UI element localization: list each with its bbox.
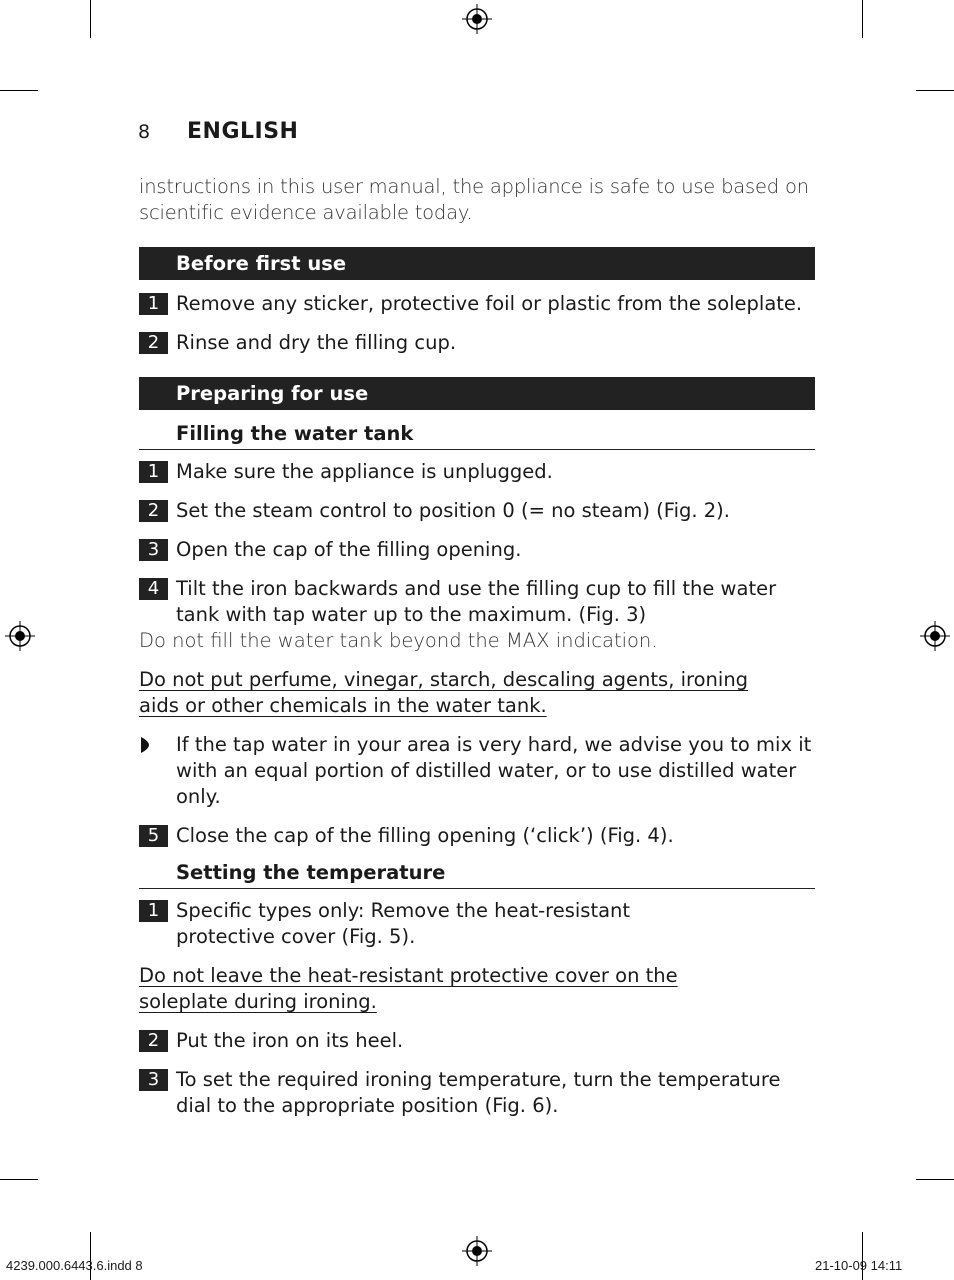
tip-text: If the tap water in your area is very hard, we advise you to mix it with an equal portion of distilled water, or to use distilled water only. [176,733,812,808]
step-text: Make sure the appliance is unplugged. [176,460,553,483]
step-number: 1 [139,293,168,315]
warning-paragraph [139,667,789,719]
registration-mark-icon [5,621,35,651]
step-text: To set the required ironing temperature, turn the temperature dial to the appropriate position (Fig. 6). [176,1068,781,1117]
step-text: Open the cap of the filling opening. [176,538,522,561]
intro-paragraph: instructions in this user manual, the appliance is safe to use based on scientific evidence available today. [139,175,809,224]
crop-mark [916,90,954,91]
manual-content [139,174,815,1119]
subheading-filling-water-tank: Filling the water tank [139,419,815,450]
subheading-setting-temperature: Setting the temperature [139,858,815,889]
step-number: 3 [139,1069,168,1091]
bullet-arrow-icon [140,737,150,753]
section-heading-preparing-for-use: Preparing for use [139,377,815,410]
crop-mark [90,0,91,38]
print-slug-file: 4239.000.6443.6.indd 8 [6,1258,143,1273]
step-item [139,576,815,628]
crop-mark [0,90,38,91]
crop-mark [0,1179,38,1180]
crop-mark [862,0,863,38]
step-number: 2 [139,1030,168,1052]
step-number: 3 [139,539,168,561]
step-text: Put the iron on its heel. [176,1029,404,1052]
crop-mark [916,1179,954,1180]
step-text: Set the steam control to position 0 (= no steam) (Fig. 2). [176,499,730,522]
step-text: Close the cap of the filling opening (‘click’) (Fig. 4). [176,824,674,847]
step-item [139,823,815,849]
step-item [139,898,716,950]
step-number: 1 [139,900,168,922]
step-number: 1 [139,461,168,483]
section-heading-before-first-use: Before first use [139,247,815,280]
step-number: 2 [139,500,168,522]
warning-text: Do not leave the heat-resistant protective cover on the soleplate during ironing. [139,964,678,1013]
warning-paragraph [139,963,769,1015]
step-item [139,459,815,485]
step-item [139,330,815,356]
note-text: Do not fill the water tank beyond the MAX indication. [139,629,658,652]
step-item [139,498,815,524]
registration-mark-icon [920,621,950,651]
warning-text: Do not put perfume, vinegar, starch, descaling agents, ironing aids or other chemicals in the water tank. [139,668,749,717]
step-item [139,1028,815,1054]
registration-mark-icon [462,4,492,34]
language-heading: ENGLISH [187,119,299,144]
step-number: 2 [139,332,168,354]
step-number: 5 [139,825,168,847]
registration-mark-icon [462,1236,492,1266]
step-number: 4 [139,578,168,600]
step-item [139,1067,815,1119]
step-item [139,291,815,317]
step-item [139,537,815,563]
step-text: Specific types only: Remove the heat-resistant protective cover (Fig. 5). [176,899,631,948]
step-text: Remove any sticker, protective foil or plastic from the soleplate. [176,292,803,315]
tip-item [139,732,815,810]
step-text: Rinse and dry the filling cup. [176,331,457,354]
print-slug-date: 21-10-09 14:11 [815,1258,903,1273]
page-number: 8 [138,121,151,143]
step-text: Tilt the iron backwards and use the filling cup to fill the water tank with tap water up to the maximum. (Fig. 3) [176,577,777,626]
